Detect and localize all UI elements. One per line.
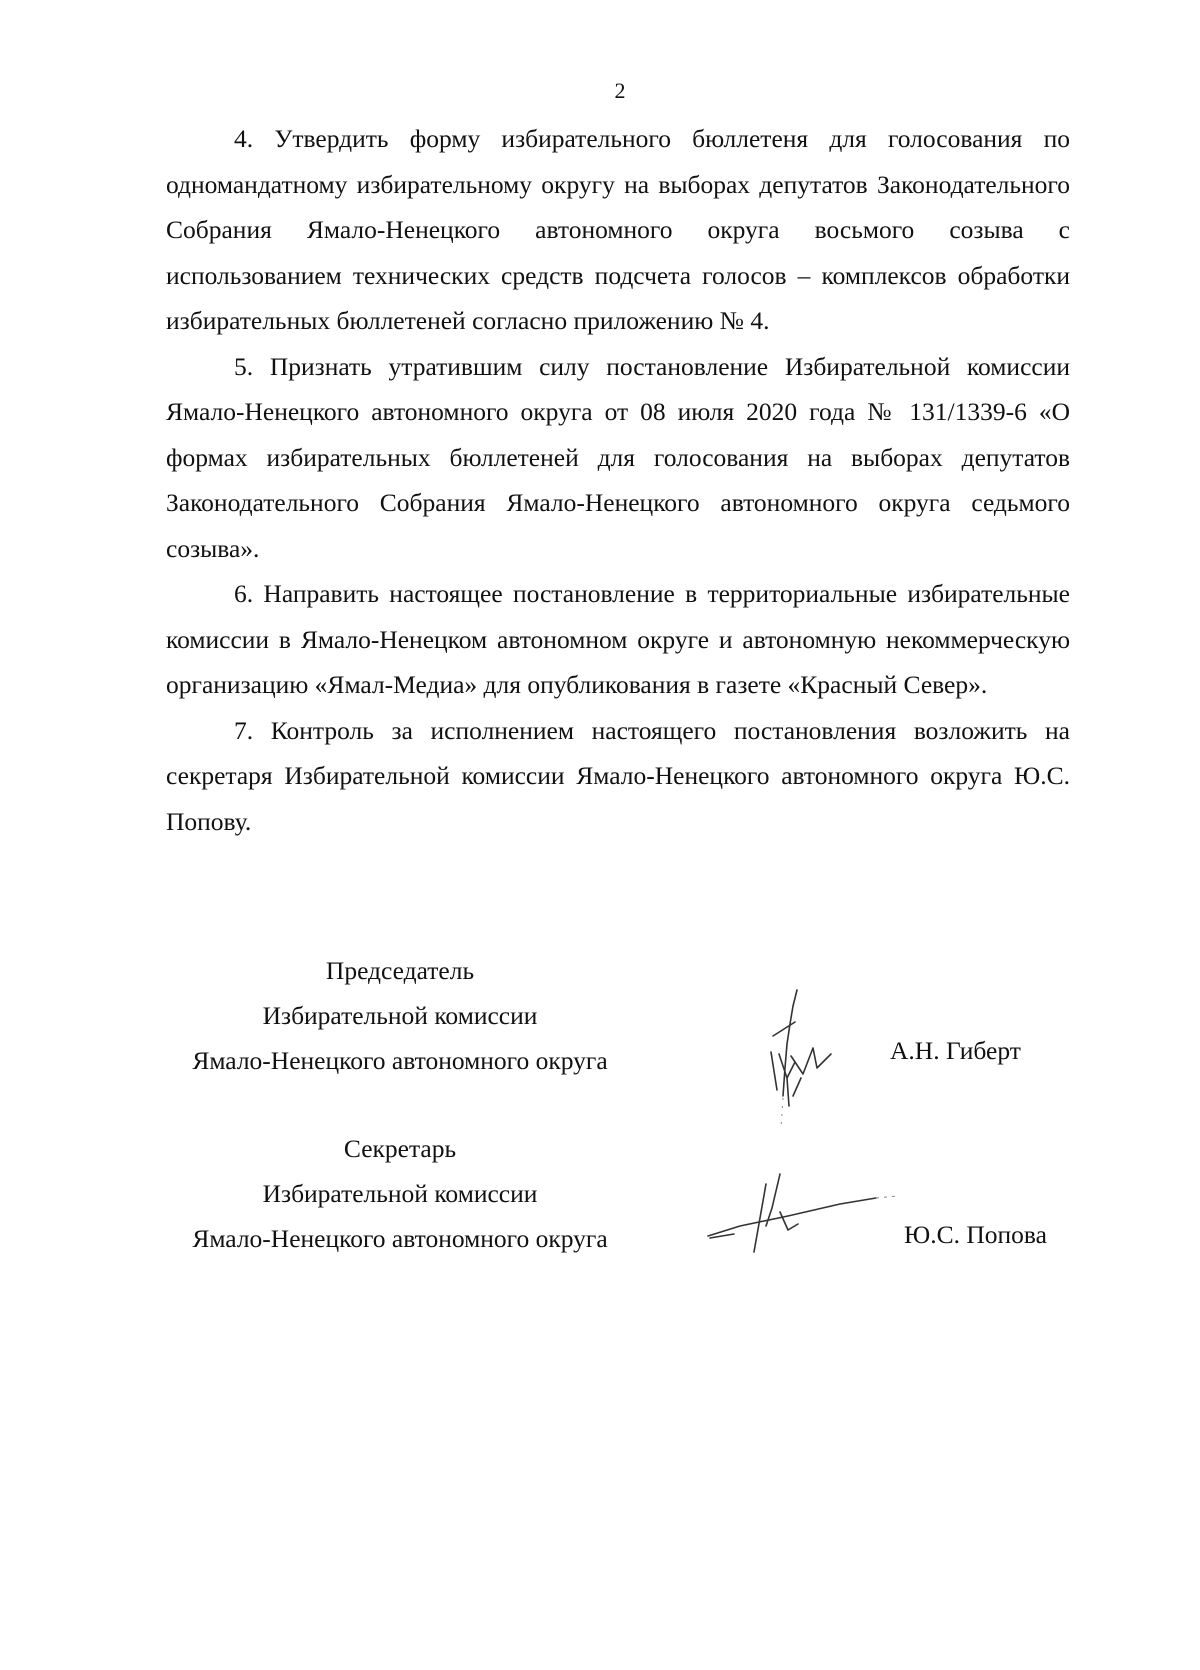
- secretary-signature: [700, 1166, 900, 1256]
- position-line: Ямало-Ненецкого автономного округа: [192, 1224, 608, 1253]
- document-body: [166, 116, 1070, 844]
- paragraph-7: 7. Контроль за исполнением настоящего постановления возложить на секретаря Избирательной комиссии Ямало-Ненецкого автономного округа Ю.С. Попову.: [166, 715, 1070, 836]
- paragraph-6: 6. Направить настоящее постановление в территориальные избирательные комиссии в Ямало-Ненецком автономном округе и автономную некоммерческую организацию «Ямал-Медиа» для опубликования в газете «Красный Север».: [166, 579, 1070, 699]
- position-line: Председатель: [325, 956, 475, 985]
- position-line: Секретарь: [343, 1134, 457, 1163]
- position-line: Избирательной комиссии: [262, 1001, 538, 1030]
- chairman-signature: [735, 978, 845, 1138]
- page-number: 2: [614, 78, 626, 103]
- position-line: Избирательной комиссии: [262, 1179, 538, 1208]
- signatory-position: [160, 948, 640, 1083]
- signatory-name: А.Н. Гиберт: [890, 1036, 1021, 1065]
- signatory-position: [160, 1126, 640, 1261]
- signatory-name: Ю.С. Попова: [904, 1220, 1047, 1249]
- paragraph-4: 4. Утвердить форму избирательного бюллетеня для голосования по одномандатному избирательному округу на выборах депутатов Законодательного Собрания Ямало-Ненецкого автономного округа восьмого созыва с использованием технических средств подсчета голосов – комплексов обработки избирательных бюллетеней согласно приложению № 4.: [166, 124, 1070, 335]
- paragraph-5: 5. Признать утратившим силу постановление Избирательной комиссии Ямало-Ненецкого автономного округа от 08 июля 2020 года № 131/1339-6 «О формах избирательных бюллетеней для голосования на выборах депутатов Законодательного Собрания Ямало-Ненецкого автономного округа седьмого созыва».: [166, 351, 1070, 563]
- position-line: Ямало-Ненецкого автономного округа: [192, 1046, 608, 1075]
